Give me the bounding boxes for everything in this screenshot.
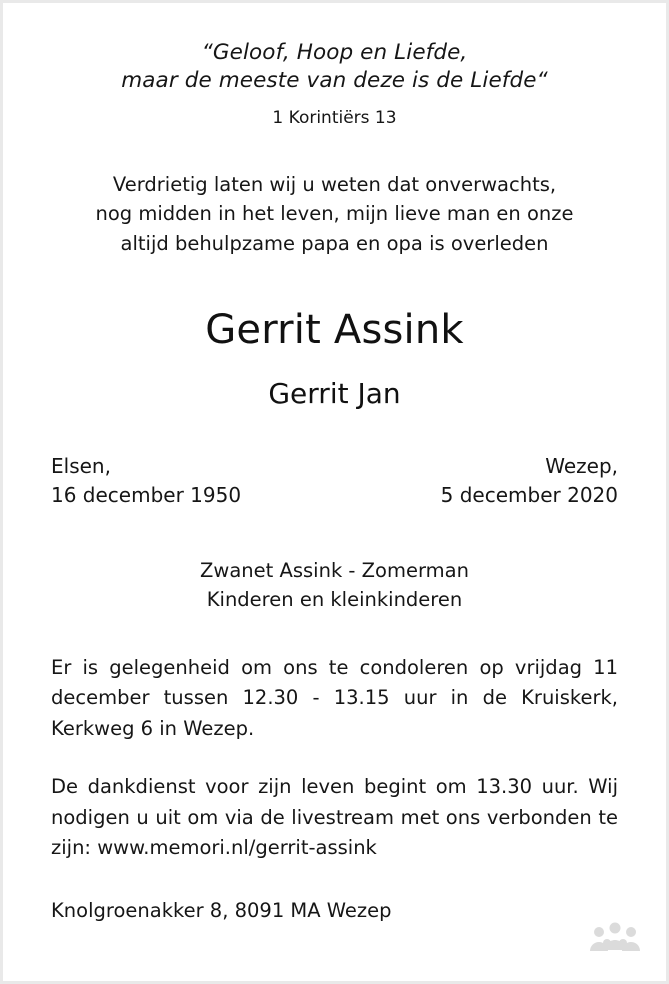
intro-line-1: Verdrietig laten wij u weten dat onverwachts, [112, 172, 557, 196]
service-text: De dankdienst voor zijn leven begint om 13.30 uur. Wij nodigen u uit om via de livestream met ons verbonden te zijn: www.memori.nl/gerrit-assink [51, 775, 618, 859]
intro-line-3: altijd behulpzame papa en opa is overleden [120, 232, 549, 255]
birth-place: Elsen, [51, 453, 111, 478]
family-group-icon [588, 919, 642, 959]
dates-row [51, 452, 618, 510]
deceased-name: Gerrit Assink [205, 306, 464, 353]
family-line-1: Zwanet Assink - Zomerman [200, 558, 469, 582]
address-text: Knolgroenakker 8, 8091 MA Wezep [51, 899, 392, 923]
birth-date: 16 december 1950 [51, 482, 242, 507]
death-block [441, 452, 618, 510]
quote-line-1: “Geloof, Hoop en Liefde, [201, 40, 468, 65]
birth-block [51, 452, 241, 510]
family-block [51, 556, 618, 615]
quote-block [51, 3, 618, 96]
intro-block [51, 170, 618, 259]
family-line-2: Kinderen en kleinkinderen [206, 588, 463, 612]
quote-reference: 1 Korintiërs 13 [272, 107, 397, 128]
intro-line-2: nog midden in het leven, mijn lieve man en onze [95, 202, 574, 226]
condolence-text: Er is gelegenheid om ons te condoleren op vrijdag 11 december tussen 12.30 - 13.15 uur in de Kruiskerk, Kerkweg 6 in Wezep. [51, 655, 618, 740]
quote-line-2: maar de meeste van deze is de Liefde“ [121, 68, 548, 94]
deceased-full-name: Gerrit Jan [268, 376, 401, 410]
death-place: Wezep, [545, 453, 618, 478]
death-date: 5 december 2020 [440, 482, 618, 507]
